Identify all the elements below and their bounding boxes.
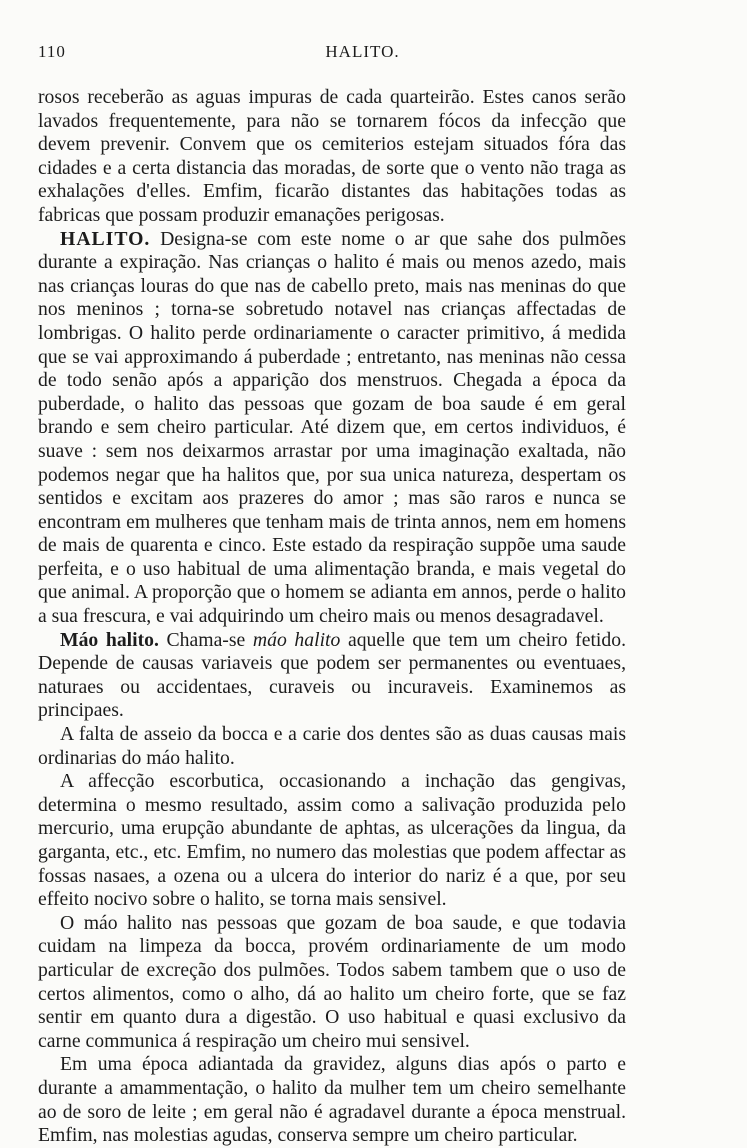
- paragraph: [38, 912, 626, 1054]
- entry-headword: HALITO.: [60, 227, 151, 250]
- paragraph: [38, 723, 626, 770]
- paragraph-text: Designa-se com este nome o ar que sahe dos pulmões durante a expiração. Nas crianças o halito é mais ou menos azedo, mais nas crianças louras do que nas de cabello preto, mais nas meninas do que nos meninos ; torna-se sobretudo notavel nas crianças affectadas de lombrigas. O halito perde ordinariamente o caracter primitivo, á medida que se vai approximando á puberdade ; entretanto, nas meninas não cessa de todo senão após a apparição dos menstruos. Chegada a época da puberdade, o halito das pessoas que gozam de boa saude é em geral brando e sem cheiro particular. Até dizem que, em certos individuos, é suave : sem nos deixarmos arrastar por uma imaginação exaltada, não podemos negar que ha halitos que, por sua unica natureza, despertam os sentidos e excitam aos prazeres do amor ; mas são raros e nunca se encontram em mulheres que tenham mais de trinta annos, nem em homens de mais de quarenta e cinco. Este estado da respiração suppõe uma saude perfeita, e o uso habitual de uma alimentação branda, e mais vegetal do que animal. A proporção que o homem se adianta em annos, perde o halito a sua frescura, e vai adquirindo um cheiro mais ou menos desagradavel.: [38, 227, 626, 628]
- section-subhead: Máo halito.: [60, 628, 159, 651]
- paragraph-text: aquelle que tem um cheiro fetido. Depende de causas variaveis que podem ser permanentes ou eventuaes, naturaes ou accidentaes, curaveis ou incuraveis. Examinemos as principaes.: [38, 628, 626, 722]
- paragraph-halito-entry: [38, 228, 626, 629]
- paragraph-text: O máo halito nas pessoas que gozam de boa saude, e que todavia cuidam na limpeza da bocca, provém ordinariamente de um modo particular de excreção dos pulmões. Todos sabem tambem que o uso de certos alimentos, como o alho, dá ao halito um cheiro forte, que se faz sentir em quanto dura a digestão. O uso habitual e quasi exclusivo da carne communica á respiração um cheiro mui sensivel.: [38, 911, 626, 1052]
- running-head: [38, 42, 687, 68]
- paragraph-text: A falta de asseio da bocca e a carie dos dentes são as duas causas mais ordinarias do máo halito.: [38, 723, 626, 769]
- italic-term: máo halito: [252, 628, 341, 651]
- paragraph: [38, 1053, 626, 1147]
- paragraph-text: A affecção escorbutica, occasionando a inchação das gengivas, determina o mesmo resultado, assim como a salivação produzida pelo mercurio, uma erupção abundante de aphtas, as ulcerações da lingua, da garganta, etc., etc. Emfim, no numero das molestias que podem affectar as fossas nasaes, a ozena ou a ulcera do interior do nariz é a que, por seu effeito nocivo sobre o halito, se torna mais sensivel.: [38, 770, 626, 911]
- body-text: [38, 86, 626, 1148]
- paragraph-text: Em uma época adiantada da gravidez, alguns dias após o parto e durante a amammentação, o halito da mulher tem um cheiro semelhante ao de soro de leite ; em geral não é agradavel durante a época menstrual. Emfim, nas molestias agudas, conserva sempre um cheiro particular.: [38, 1053, 626, 1147]
- paragraph-continued: [38, 86, 626, 228]
- page-number: 110: [38, 42, 66, 61]
- paragraph-mao-halito: [38, 629, 626, 723]
- paragraph: [38, 770, 626, 912]
- paragraph-text: rosos receberão as aguas impuras de cada quarteirão. Estes canos serão lavados frequentemente, para não se tornarem fócos da infecção que devem prevenir. Convem que os cemiterios estejam situados fóra das cidades e a certa distancia das moradas, de sorte que o vento não traga as exhalações d'elles. Emfim, ficarão distantes das habitações todas as fabricas que possam produzir emanações perigosas.: [38, 86, 626, 226]
- running-title: HALITO.: [325, 42, 400, 61]
- paragraph-text: Chama-se: [158, 628, 253, 651]
